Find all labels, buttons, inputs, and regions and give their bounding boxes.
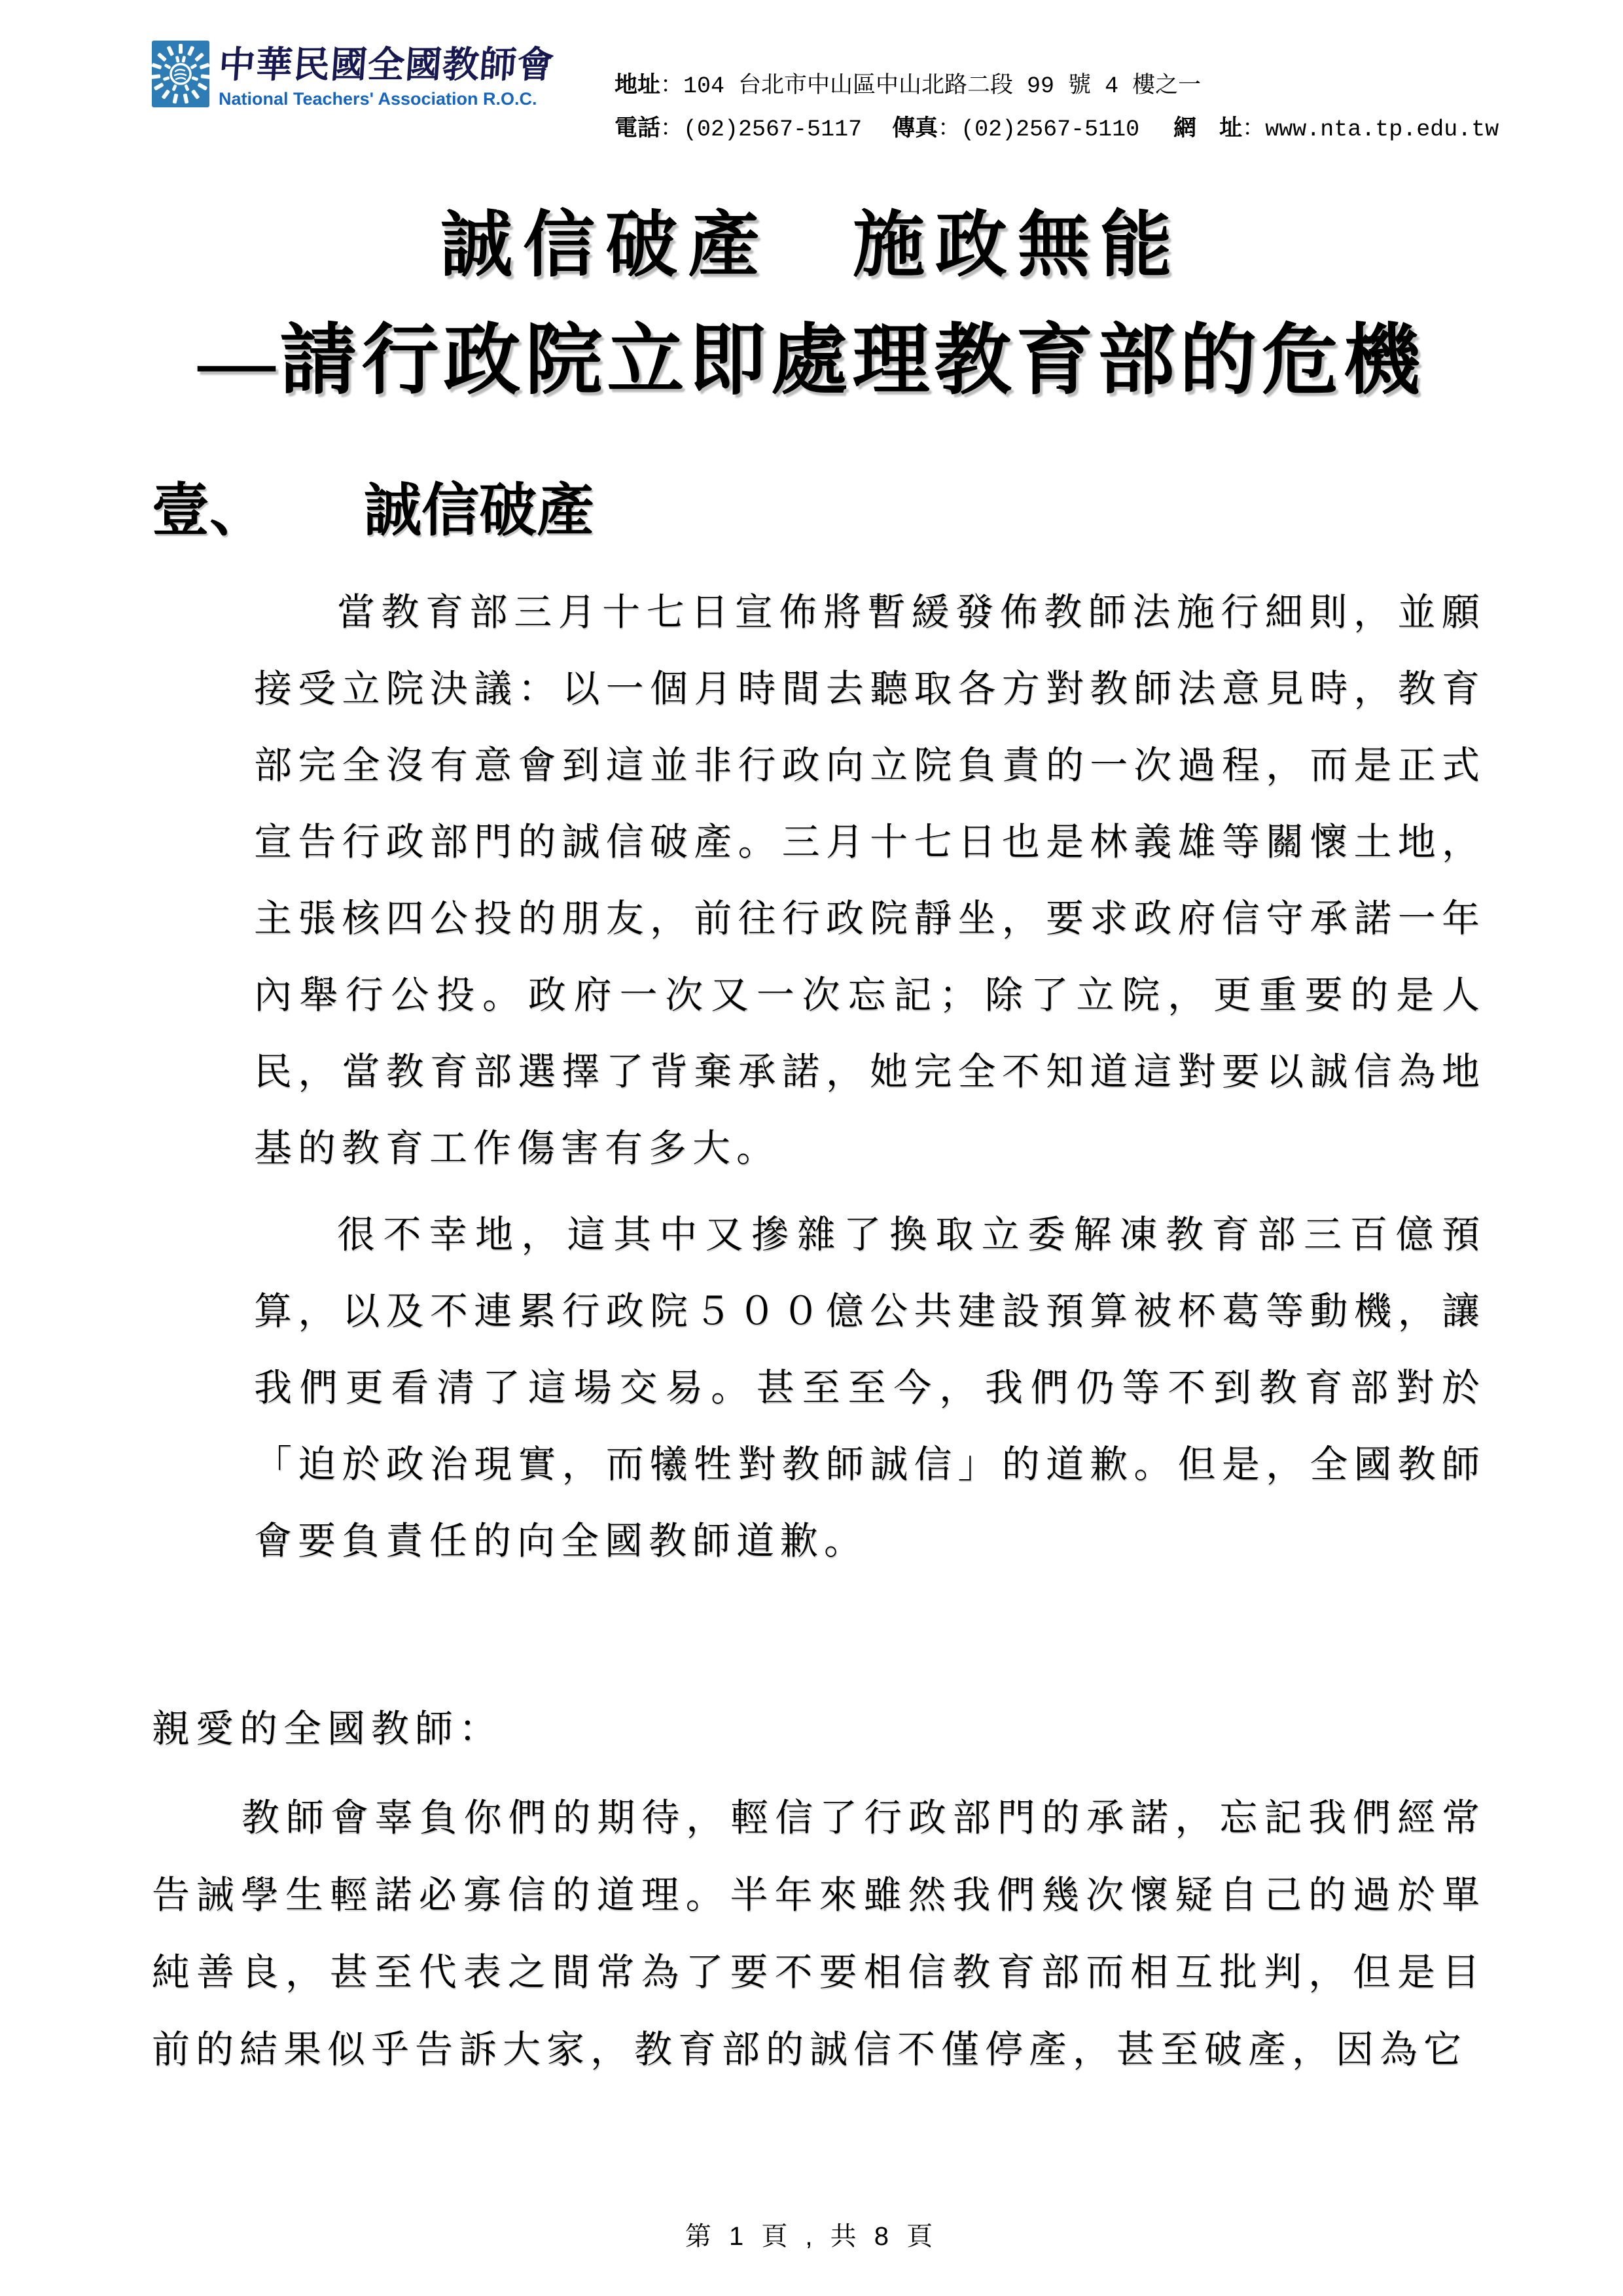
website-label: 網 址 <box>1173 115 1243 141</box>
phone-label: 電話 <box>615 115 661 141</box>
address-colon: ： <box>660 73 684 99</box>
section-heading <box>152 479 1486 545</box>
document-title-line2: —請行政院立即處理教育部的危機 <box>198 318 1425 404</box>
org-name-en: National Teachers' Association R.O.C. <box>219 89 537 109</box>
website-colon: ： <box>1242 117 1266 143</box>
address-label: 地址 <box>615 72 661 98</box>
fax-label: 傳真 <box>892 115 938 141</box>
paragraph-3: 教師會辜負你們的期待，輕信了行政部門的承諾，忘記我們經常告誡學生輕諾必寡信的道理。半年來雖然我們幾次懷疑自己的過於單純善良，甚至代表之間常為了要不要相信教育部而相互批判，但是目前的結果似乎告訴大家，教育部的誠信不僅停產，甚至破產，因為它 <box>152 1797 1486 2071</box>
org-name-zh: 中華民國全國教師會 <box>217 45 556 86</box>
fax-colon: ： <box>938 117 961 143</box>
org-logo <box>152 41 554 109</box>
paragraph-1: 當教育部三月十七日宣佈將暫緩發佈教師法施行細則，並願接受立院決議：以一個月時間去聽取各方對教師法意見時，教育部完全沒有意會到這並非行政向立院負責的一次過程，而是正式宣告行政部門的誠信破產。三月十七日也是林義雄等關懷土地，主張核四公投的朋友，前往行政院靜坐，要求政府信守承諾一年內舉行公投。政府一次又一次忘記；除了立院，更重要的是人民，當教育部選擇了背棄承諾，她完全不知道這對要以誠信為地基的教育工作傷害有多大。 <box>254 591 1486 1170</box>
phone-value: (02)2567-5117 <box>683 117 863 143</box>
paragraph-2: 很不幸地，這其中又摻雜了換取立委解凍教育部三百億預算，以及不連累行政院５００億公共建設預算被杯葛等動機，讓我們更看清了這場交易。甚至至今，我們仍等不到教育部對於「迫於政治現實，而犧牲對教師誠信」的道歉。但是，全國教師會要負責任的向全國教師道歉。 <box>254 1213 1486 1562</box>
phone-colon: ： <box>660 117 684 143</box>
contact-info <box>615 41 1499 151</box>
contact-address-line <box>615 64 1499 107</box>
org-name-block <box>219 41 554 109</box>
fax-value: (02)2567-5110 <box>961 117 1140 143</box>
letterhead <box>0 0 1623 151</box>
website-value: www.nta.tp.edu.tw <box>1265 117 1499 143</box>
section-number: 壹、 <box>152 480 268 543</box>
document-title-line1: 誠信破產 施政無能 <box>440 206 1183 285</box>
contact-phone-line <box>615 107 1499 151</box>
page-number-footer: 第 1 頁 , 共 8 頁 <box>685 2222 938 2251</box>
section-heading-text: 誠信破產 <box>364 480 595 543</box>
address-value: 104 台北市中山區中山北路二段 99 號 4 樓之一 <box>683 73 1202 99</box>
nta-emblem-icon <box>152 41 209 107</box>
salutation-line: 親愛的全國教師： <box>152 1708 503 1750</box>
